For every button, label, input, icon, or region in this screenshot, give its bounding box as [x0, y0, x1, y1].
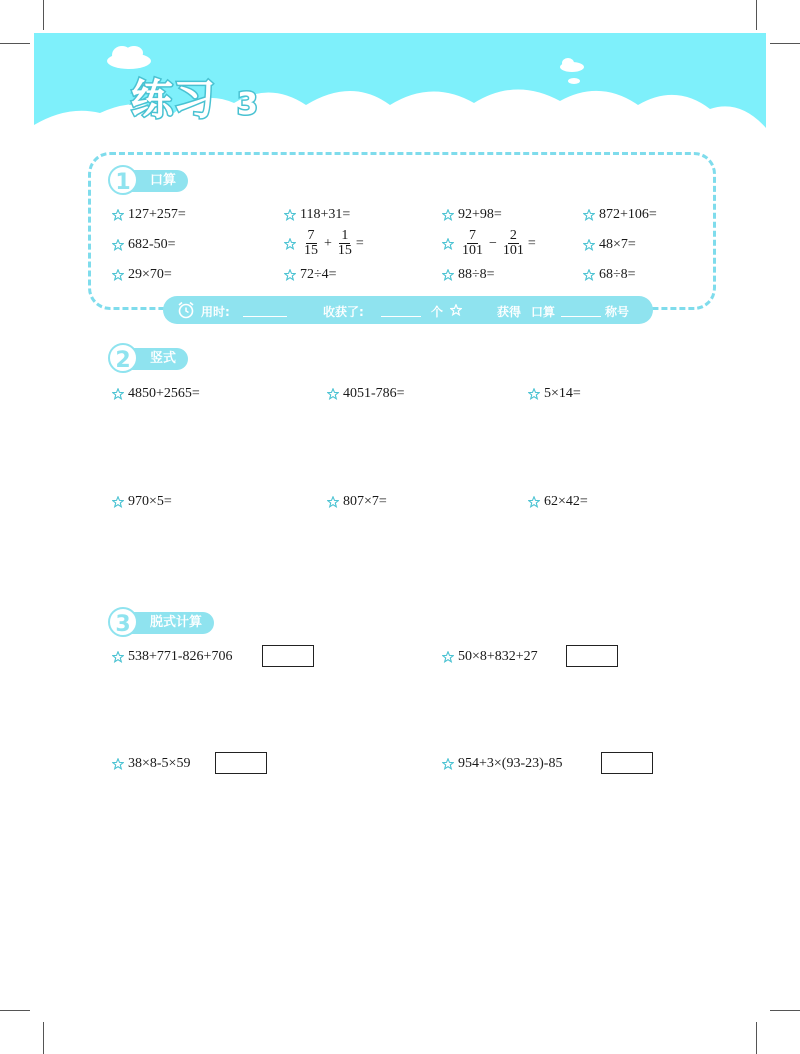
- section-number-badge: [108, 342, 138, 374]
- problem: [112, 207, 186, 223]
- problem: [112, 649, 232, 665]
- problem-text: 4850+2565=: [128, 386, 200, 401]
- problem: [112, 494, 172, 510]
- star-icon: [442, 758, 454, 770]
- problem: [442, 649, 538, 665]
- answer-box[interactable]: [262, 645, 314, 667]
- fraction: $\frac{7}{101}$: [462, 228, 483, 258]
- problem-text: 62×42=: [544, 494, 588, 509]
- award-label: 获得: [497, 305, 522, 319]
- crop-mark: [756, 0, 757, 30]
- star-icon: [112, 651, 124, 663]
- title-text: 练习: [131, 75, 216, 124]
- fraction: $\frac{2}{101}$: [502, 228, 524, 258]
- harvest-blank: [381, 316, 421, 317]
- page-title: [125, 68, 285, 128]
- problem-text: 48×7=: [599, 237, 636, 252]
- star-icon: [284, 269, 296, 281]
- crop-mark: [0, 43, 30, 44]
- problem-text: 970×5=: [128, 494, 172, 509]
- section-3-label: [114, 612, 214, 637]
- section-number-badge: [108, 606, 138, 638]
- answer-box[interactable]: [215, 752, 267, 774]
- crop-mark: [43, 1022, 44, 1054]
- problem-text: 954+3×(93-23)-85: [458, 756, 563, 771]
- problem: [442, 267, 495, 283]
- section-1-title: 口算: [150, 173, 177, 188]
- star-icon: [583, 269, 595, 281]
- star-icon: [442, 209, 454, 221]
- unit-label: 个: [431, 305, 444, 319]
- star-icon: [112, 239, 124, 251]
- problem: [583, 237, 636, 253]
- equals: =: [527, 235, 536, 251]
- problem-text: 88÷8=: [458, 267, 495, 282]
- fraction: $\frac{7}{15}$: [304, 228, 318, 258]
- star-icon: [583, 239, 595, 251]
- problem: [442, 756, 562, 772]
- alarm-clock-icon: [177, 301, 195, 319]
- star-icon: [112, 269, 124, 281]
- problem-text: 29×70=: [128, 267, 172, 282]
- star-icon: [442, 651, 454, 663]
- star-icon: [442, 238, 454, 250]
- problem-text: 92+98=: [458, 207, 502, 222]
- problem: [112, 756, 190, 772]
- problem-text: 538+771-826+706: [128, 649, 233, 664]
- equals: =: [355, 235, 364, 251]
- section-2-title: 竖式: [150, 351, 177, 366]
- section-3-title: 脱式计算: [150, 615, 203, 630]
- problem: [528, 494, 588, 510]
- problem-text: 4051-786=: [343, 386, 405, 401]
- problem-text: 72÷4=: [300, 267, 337, 282]
- problem: [583, 267, 636, 283]
- star-icon: [528, 388, 540, 400]
- award-blank: [561, 316, 601, 317]
- operator: +: [324, 235, 332, 251]
- problem-text: 5×14=: [544, 386, 581, 401]
- problem-text: 50×8+832+27: [458, 649, 538, 664]
- crop-mark: [0, 1010, 30, 1011]
- answer-box[interactable]: [601, 752, 653, 774]
- problem-text: 807×7=: [343, 494, 387, 509]
- fraction: $\frac{1}{15}$: [337, 228, 352, 258]
- svg-text:3: 3: [115, 612, 131, 637]
- section-number-badge: [108, 164, 138, 196]
- award-title: 口算: [531, 305, 556, 319]
- problem: [284, 207, 350, 223]
- crop-mark: [770, 43, 800, 44]
- svg-text:2: 2: [115, 348, 131, 373]
- star-icon: [583, 209, 595, 221]
- star-icon: [284, 209, 296, 221]
- problem-text: 118+31=: [300, 207, 351, 222]
- problem: [112, 386, 200, 402]
- problem: [327, 494, 387, 510]
- star-icon: [112, 496, 124, 508]
- crop-mark: [770, 1010, 800, 1011]
- star-icon: [327, 496, 339, 508]
- star-icon: [112, 388, 124, 400]
- star-icon: [112, 758, 124, 770]
- problem: [528, 386, 581, 402]
- star-icon: [442, 269, 454, 281]
- section-1-label: [114, 170, 188, 195]
- problem-fraction: [284, 229, 364, 258]
- crop-mark: [756, 1022, 757, 1054]
- time-label: 用时:: [201, 305, 230, 319]
- answer-box[interactable]: [566, 645, 618, 667]
- crop-mark: [43, 0, 44, 30]
- problem-text: 872+106=: [599, 207, 657, 222]
- problem: [442, 207, 502, 223]
- problem-text: 682-50=: [128, 237, 176, 252]
- award-suffix: 称号: [605, 305, 630, 319]
- section-2-label: [114, 348, 188, 373]
- star-icon: [284, 238, 296, 250]
- cloud-icon: [568, 78, 580, 84]
- problem: [327, 386, 405, 402]
- problem: [284, 267, 337, 283]
- problem: [112, 237, 176, 253]
- problem-text: 68÷8=: [599, 267, 636, 282]
- time-blank: [243, 316, 287, 317]
- star-icon: [528, 496, 540, 508]
- operator: −: [489, 235, 497, 251]
- problem-text: 38×8-5×59: [128, 756, 191, 771]
- star-icon: [327, 388, 339, 400]
- svg-text:1: 1: [115, 170, 131, 195]
- problem-text: 127+257=: [128, 207, 186, 222]
- score-footer-bar: [163, 296, 653, 324]
- star-icon: [450, 304, 462, 316]
- star-icon: [112, 209, 124, 221]
- title-number: 3: [237, 87, 258, 122]
- harvest-label: 收获了:: [323, 305, 364, 319]
- problem: [112, 267, 172, 283]
- problem-fraction: [442, 229, 536, 258]
- problem: [583, 207, 657, 223]
